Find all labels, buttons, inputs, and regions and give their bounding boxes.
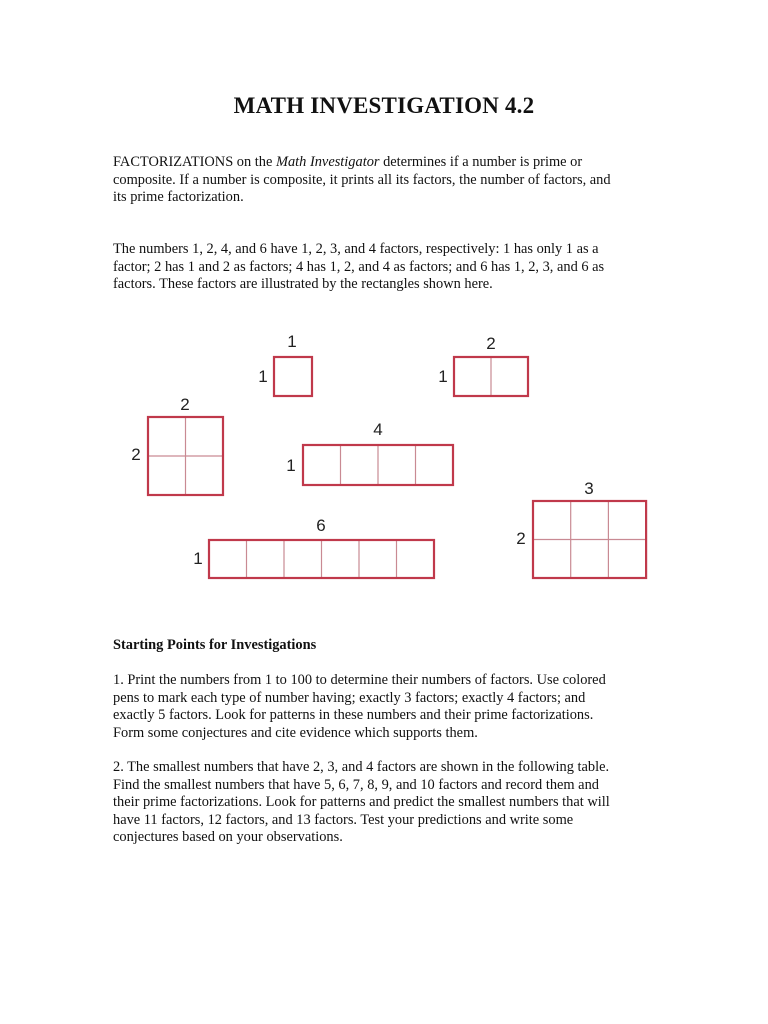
rect-1x1-group — [258, 332, 312, 396]
rect-2x3-top-label: 3 — [584, 479, 594, 498]
page-title: MATH INVESTIGATION 4.2 — [233, 93, 535, 118]
item1-line: 1. Print the numbers from 1 to 100 to determine their numbers of factors. Use colored — [113, 672, 606, 688]
intro-line-2: composite. If a number is composite, it prints all its factors, the number of factors, and — [113, 171, 611, 188]
rect-1x1-side-label: 1 — [258, 367, 268, 386]
item1-line: Form some conjectures and cite evidence which supports them. — [113, 724, 478, 741]
rect-1x1-border — [274, 357, 312, 396]
investigation-item-1 — [113, 672, 658, 742]
item1-line: exactly 5 factors. Look for patterns in these numbers and their prime factorizations. — [113, 707, 594, 724]
item2-line: have 11 factors, 12 factors, and 13 factors. Test your predictions and write some — [113, 811, 574, 828]
rect-1x4-group — [286, 420, 453, 485]
numbers-line: The numbers 1, 2, 4, and 6 have 1, 2, 3, and 4 factors, respectively: 1 has only 1 as a — [113, 241, 599, 257]
rect-1x2-top-label: 2 — [486, 334, 496, 353]
item2-line: 2. The smallest numbers that have 2, 3, and 4 factors are shown in the following table. — [113, 759, 610, 775]
math-investigator-name: Math Investigator — [275, 154, 380, 170]
numbers-line: factors. These factors are illustrated by the rectangles shown here. — [113, 276, 493, 293]
rect-1x1-top-label: 1 — [287, 332, 297, 351]
item2-line: conjectures based on your observations. — [113, 829, 343, 846]
rect-2x3-group — [516, 479, 646, 578]
investigation-item-2 — [113, 759, 658, 847]
rect-2x2-side-label: 2 — [131, 445, 141, 464]
item2-line: Find the smallest numbers that have 5, 6, 7, 8, 9, and 10 factors and record them and — [113, 776, 599, 793]
rect-2x3-side-label: 2 — [516, 529, 526, 548]
rect-1x6-top-label: 6 — [316, 516, 326, 535]
rect-1x4-top-label: 4 — [373, 420, 383, 439]
intro-text-start: FACTORIZATIONS on the — [113, 154, 276, 170]
section-heading: Starting Points for Investigations — [113, 637, 317, 653]
intro-text-end: determines if a number is prime or — [379, 154, 583, 170]
intro-line-3: its prime factorization. — [113, 189, 244, 206]
numbers-line: factor; 2 has 1 and 2 as factors; 4 has 1, 2, and 4 as factors; and 6 has 1, 2, 3, and 6 as — [113, 258, 605, 275]
item1-line: pens to mark each type of number having; exactly 3 factors; exactly 4 factors; and — [113, 689, 586, 706]
rect-1x6-group — [193, 516, 434, 578]
rect-1x6-side-label: 1 — [193, 549, 203, 568]
rect-1x2-side-label: 1 — [438, 367, 448, 386]
rect-2x2-group — [131, 395, 223, 495]
rect-2x2-top-label: 2 — [180, 395, 190, 414]
rect-1x2-group — [438, 334, 528, 396]
item2-line: their prime factorizations. Look for patterns and predict the smallest numbers that will — [113, 794, 610, 811]
rect-1x4-side-label: 1 — [286, 456, 296, 475]
